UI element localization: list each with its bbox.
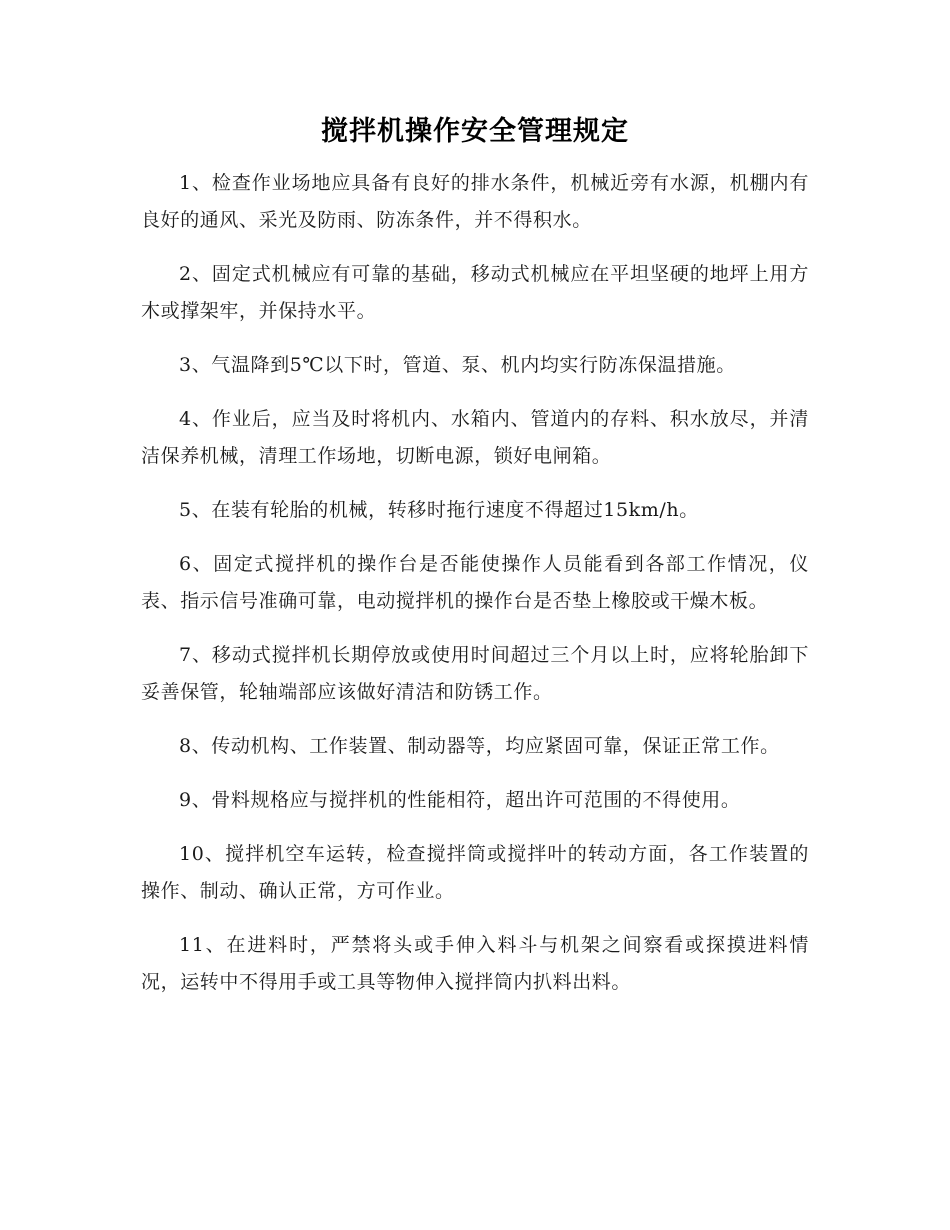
document-title: 搅拌机操作安全管理规定 [321,116,629,147]
paragraph-3: 3、气温降到5℃以下时，管道、泵、机内均实行防冻保温措施。 [179,354,736,376]
document-body [141,165,809,1018]
paragraph-2: 2、固定式机械应有可靠的基础，移动式机械应在平坦坚硬的地坪上用方木或撑架牢，并保持水平。 [141,263,809,322]
paragraph-4: 4、作业后，应当及时将机内、水箱内、管道内的存料、积水放尽，并清洁保养机械，清理工作场地，切断电源，锁好电闸箱。 [141,408,809,467]
paragraph-5: 5、在装有轮胎的机械，转移时拖行速度不得超过15km/h。 [179,499,699,521]
paragraph-8: 8、传动机构、工作装置、制动器等，均应紧固可靠，保证正常工作。 [179,735,780,757]
paragraph-9: 9、骨料规格应与搅拌机的性能相符，超出许可范围的不得使用。 [179,789,741,811]
paragraph-6: 6、固定式搅拌机的操作台是否能使操作人员能看到各部工作情况，仪表、指示信号准确可靠，电动搅拌机的操作台是否垫上橡胶或干燥木板。 [141,553,809,612]
paragraph-11: 11、在进料时，严禁将头或手伸入料斗与机架之间察看或探摸进料情况，运转中不得用手或工具等物伸入搅拌筒内扒料出料。 [141,934,809,993]
paragraph-7: 7、移动式搅拌机长期停放或使用时间超过三个月以上时，应将轮胎卸下妥善保管，轮轴端部应该做好清洁和防锈工作。 [141,644,809,703]
paragraph-1: 1、检查作业场地应具备有良好的排水条件，机械近旁有水源，机棚内有良好的通风、采光及防雨、防冻条件，并不得积水。 [141,172,809,231]
paragraph-10: 10、搅拌机空车运转，检查搅拌筒或搅拌叶的转动方面，各工作装置的操作、制动、确认正常，方可作业。 [141,843,809,902]
